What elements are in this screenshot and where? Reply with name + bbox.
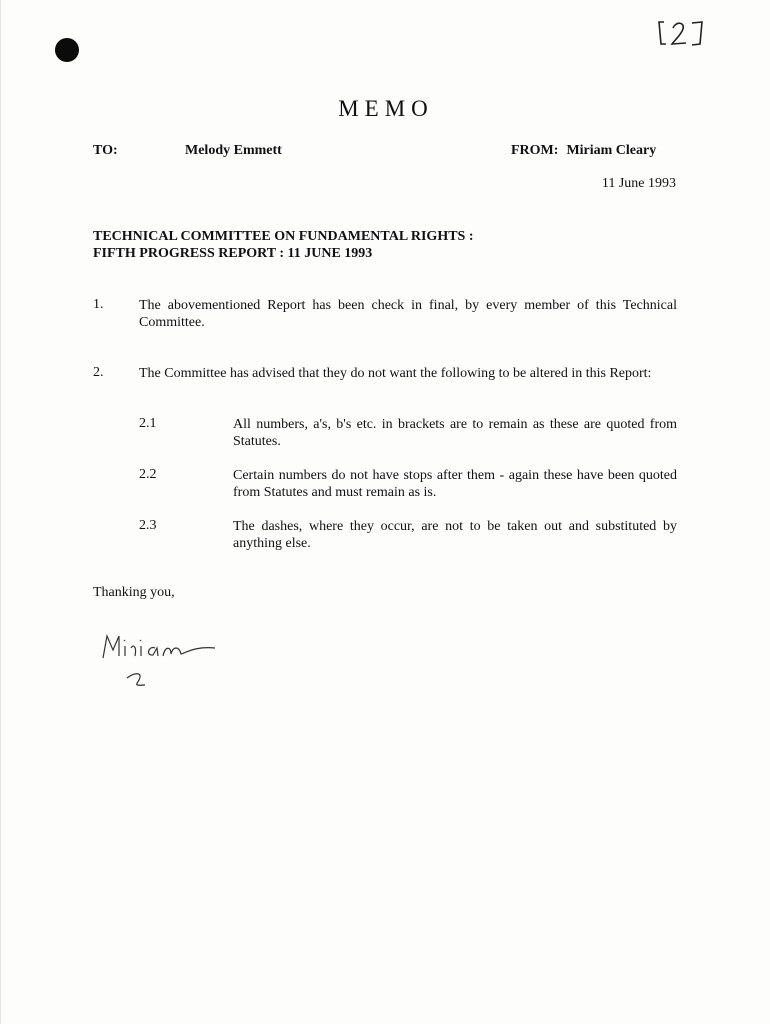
item-number: 2.	[93, 365, 104, 380]
punch-hole	[55, 38, 79, 62]
subitem-number: 2.1	[139, 416, 157, 431]
from-block	[511, 143, 656, 159]
sender-name: Miriam Cleary	[566, 143, 657, 158]
closing-line: Thanking you,	[93, 585, 175, 600]
subject-line-2: FIFTH PROGRESS REPORT : 11 JUNE 1993	[93, 246, 373, 261]
item-text: The Committee has advised that they do not want the following to be altered in this Report:	[139, 366, 652, 381]
handwritten-signature	[97, 628, 227, 698]
item-number: 1.	[93, 297, 104, 312]
subject-line-1: TECHNICAL COMMITTEE ON FUNDAMENTAL RIGHTS :	[93, 229, 474, 244]
from-label: FROM:	[511, 143, 559, 158]
to-label: TO:	[93, 143, 118, 158]
handwritten-page-mark	[656, 14, 708, 50]
subitem-number: 2.3	[139, 518, 157, 533]
subitem-text: Certain numbers do not have stops after them - again these have been quoted from Statutes and must remain as is.	[233, 468, 677, 500]
item-text: The abovementioned Report has been check in final, by every member of this Technical Committee.	[139, 298, 677, 330]
subject-heading	[93, 228, 474, 262]
memo-date: 11 June 1993	[601, 176, 676, 191]
subitem-text: All numbers, a's, b's etc. in brackets are to remain as these are quoted from Statutes.	[233, 417, 677, 449]
subitem-number: 2.2	[139, 467, 157, 482]
recipient-name: Melody Emmett	[185, 143, 282, 158]
memo-title: MEMO	[338, 96, 434, 121]
subitem-text: The dashes, where they occur, are not to be taken out and substituted by anything else.	[233, 519, 677, 551]
